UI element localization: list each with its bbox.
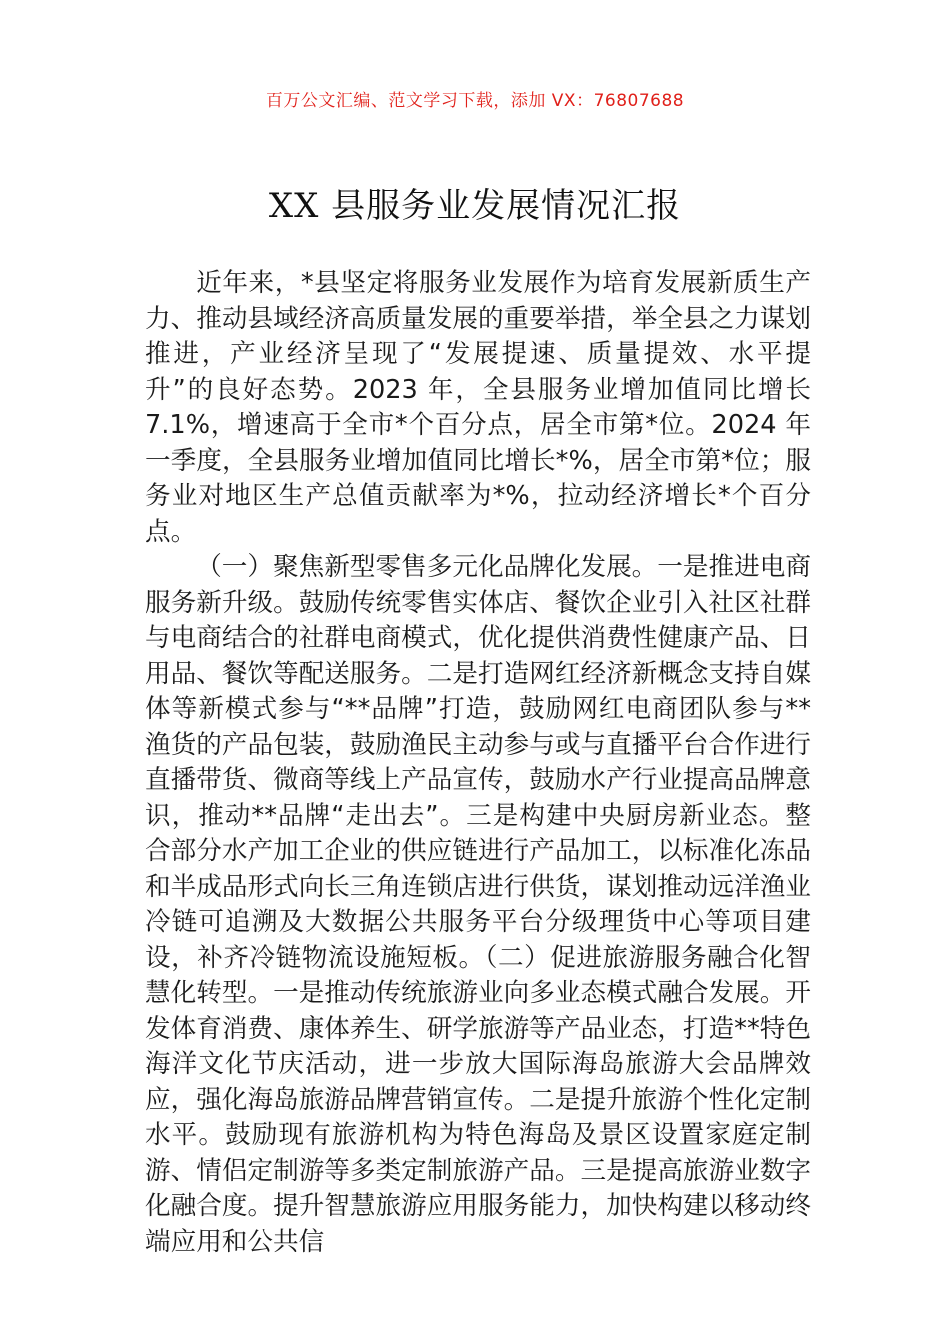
section-paragraph: （一）聚焦新型零售多元化品牌化发展。一是推进电商服务新升级。鼓励传统零售实体店、餐饮企业引入社区社群与电商结合的社群电商模式，优化提供消费性健康产品、日用品、餐饮等配送服务。二是打造网红经济新概念支持自媒体等新模式参与“**品牌”打造，鼓励网红电商团队参与**渔货的产品包装，鼓励渔民主动参与或与直播平台合作进行直播带货、微商等线上产品宣传，鼓励水产行业提高品牌意识，推动**品牌“走出去”。三是构建中央厨房新业态。整合部分水产加工企业的供应链进行产品加工，以标准化冻品和半成品形式向长三角连锁店进行供货，谋划推动远洋渔业冷链可追溯及大数据公共服务平台分级理货中心等项目建设，补齐冷链物流设施短板。（二）促进旅游服务融合化智慧化转型。一是推动传统旅游业向多业态模式融合发展。开发体育消费、康体养生、研学旅游等产品业态，打造**特色海洋文化节庆活动，进一步放大国际海岛旅游大会品牌效应，强化海岛旅游品牌营销宣传。二是提升旅游个性化定制水平。鼓励现有旅游机构为特色海岛及景区设置家庭定制游、情侣定制游等多类定制旅游产品。三是提高旅游业数字化融合度。提升智慧旅游应用服务能力，加快构建以移动终端应用和公共信	[145, 552, 811, 1257]
document-title: XX 县服务业发展情况汇报	[268, 186, 682, 226]
intro-paragraph: 近年来，*县坚定将服务业发展作为培育发展新质生产力、推动县域经济高质量发展的重要举措，举全县之力谋划推进，产业经济呈现了“发展提速、质量提效、水平提升”的良好态势。2023 年，全县服务业增加值同比增长 7.1%，增速高于全市*个百分点，居全市第*位。2024 年一季度，全县服务业增加值同比增长*%，居全市第*位；服务业对地区生产总值贡献率为*%，拉动经济增长*个百分点。	[145, 268, 811, 547]
document-body	[145, 266, 811, 1260]
download-notice: 百万公文汇编、范文学习下载，添加 VX：76807688	[265, 91, 685, 111]
